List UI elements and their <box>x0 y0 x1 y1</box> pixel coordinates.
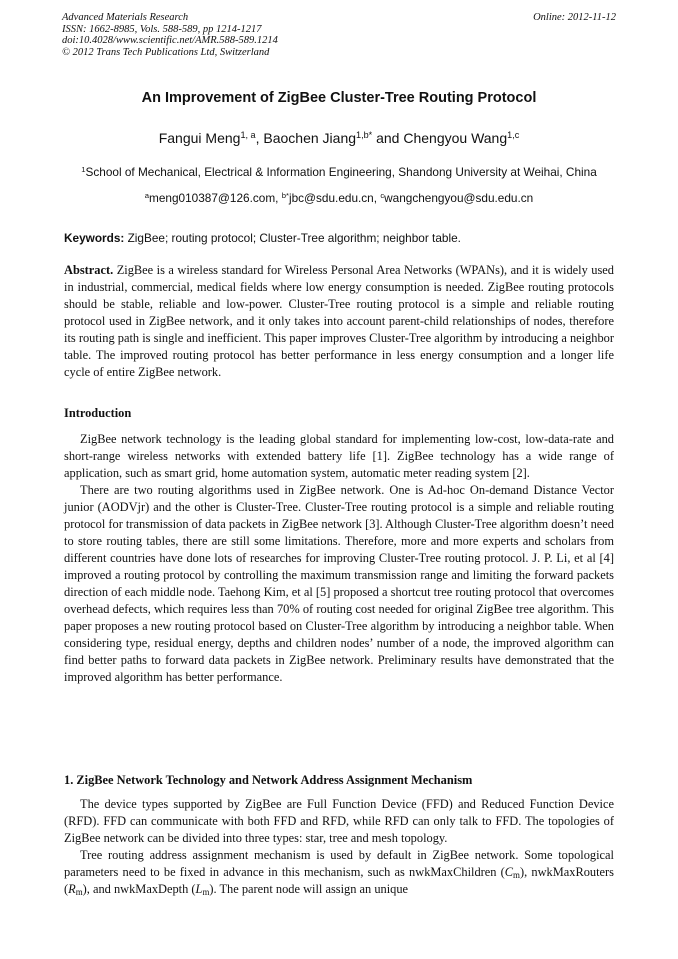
math-subscript: m <box>513 870 520 881</box>
journal-header <box>62 12 616 58</box>
text-run: ), and nwkMaxDepth ( <box>82 882 196 896</box>
math-subscript: m <box>75 887 83 898</box>
author-affil-marker: 1, a <box>240 130 256 140</box>
author-name: Chengyou Wang <box>403 130 508 146</box>
email-address[interactable]: wangchengyou@sdu.edu.cn <box>384 191 534 205</box>
copyright-line: © 2012 Trans Tech Publications Ltd, Switzerland <box>62 46 270 58</box>
author-separator: , <box>255 130 264 146</box>
email-separator: , <box>373 191 381 205</box>
math-var: C <box>504 865 514 879</box>
paragraph <box>64 847 614 898</box>
math-var: L <box>195 882 203 896</box>
paper-title: An Improvement of ZigBee Cluster-Tree Routing Protocol <box>141 90 537 106</box>
author-name: Baochen Jiang <box>263 130 357 146</box>
affiliation-marker: 1 <box>81 164 86 174</box>
email-marker: c <box>380 190 385 200</box>
abstract <box>64 262 614 381</box>
journal-name: Advanced Materials Research <box>62 12 189 23</box>
math-var: R <box>68 882 76 896</box>
introduction-body <box>64 431 614 686</box>
email-list <box>62 191 616 205</box>
email-separator: , <box>275 191 282 205</box>
author-affil-marker: 1,c <box>507 130 520 140</box>
text-run: ), nwkMaxRouters ( <box>64 865 614 896</box>
online-date: Online: 2012-11-12 <box>533 12 616 23</box>
section-1-body <box>64 796 614 898</box>
email-address[interactable]: meng010387@126.com <box>149 191 276 205</box>
email-marker: b* <box>281 190 289 200</box>
section-heading-introduction: Introduction <box>64 406 132 420</box>
author-separator: and <box>372 130 404 146</box>
math-subscript: m <box>202 887 210 898</box>
text-run: Tree routing address assignment mechanism is used by default in ZigBee network. Some topological parameters need to be fixed in advance in this mechanism, such as nwkMaxChildren ( <box>64 848 614 879</box>
affiliation <box>62 165 616 179</box>
affiliation-text: School of Mechanical, Electrical & Information Engineering, Shandong University at Weihai, China <box>85 165 597 179</box>
author-list <box>62 130 616 146</box>
keywords-label: Keywords: <box>64 231 125 245</box>
section-heading-1: 1. ZigBee Network Technology and Network Address Assignment Mechanism <box>64 773 473 787</box>
abstract-label: Abstract. <box>64 263 114 277</box>
abstract-text: ZigBee is a wireless standard for Wireless Personal Area Networks (WPANs), and it is widely used in industrial, commercial, medical fields where low energy consumption is needed. ZigBee routing protocols should be stable, reliable and low-power. Cluster-Tree routing protocol is a simple and reliable routing protocol used in ZigBee network, and it only takes into account parent-child relationships of nodes, therefore its routing path is single and inefficient. This paper improves Cluster-Tree algorithm by introducing a neighbor table. The improved routing protocol has better performance in less energy consumption and a longer life cycle of entire ZigBee network. <box>64 263 614 379</box>
email-marker: a <box>144 190 150 200</box>
doi-line: doi:10.4028/www.scientific.net/AMR.588-589.1214 <box>62 35 278 47</box>
keywords-text: ZigBee; routing protocol; Cluster-Tree algorithm; neighbor table. <box>124 231 461 245</box>
text-run: ). The parent node will assign an unique <box>209 882 409 896</box>
author-name: Fangui Meng <box>158 130 241 146</box>
author-affil-marker: 1,b* <box>356 130 373 140</box>
paragraph: The device types supported by ZigBee are Full Function Device (FFD) and Reduced Function Device (RFD). FFD can communicate with both FFD and RFD, while RFD can only talk to FFD. The topologies of ZigBee network can be divided into three types: star, tree and mesh topology. <box>64 797 614 845</box>
paragraph: There are two routing algorithms used in ZigBee network. One is Ad-hoc On-demand Distance Vector junior (AODVjr) and the other is Cluster-Tree. Cluster-Tree routing protocol is a simple and reliable routing protocol for transmission of data packets in ZigBee network [3]. Although Cluster-Tree algorithm doesn’t need to store routing tables, there are still some limitations. Therefore, more and more experts and scholars from different countries have done lots of researches for improving Cluster-Tree routing protocol. J. P. Li, et al [4] improved a routing protocol by controlling the maximum transmission range and limiting the forward packets direction of each middle node. Taehong Kim, et al [5] proposed a shortcut tree routing protocol that overcomes overhead defects, which requires less than 70% of routing cost needed for original ZigBee tree algorithm. This paper proposes a new routing protocol based on Cluster-Tree algorithm by introducing a neighbor table. When considering type, residual energy, depths and children nodes’ number of a node, the improved algorithm can find better paths to forward data packets in ZigBee network. Preliminary results have demonstrated that the improved algorithm has better performance. <box>64 483 614 684</box>
keywords <box>64 231 616 245</box>
paragraph: ZigBee network technology is the leading global standard for implementing low-cost, low-data-rate and short-range wireless networks with extended battery life [1]. ZigBee technology has a wide range of application, such as smart grid, home automation system, automatic meter reading system [2]. <box>64 432 614 480</box>
issn-line: ISSN: 1662-8985, Vols. 588-589, pp 1214-1217 <box>62 23 262 35</box>
email-address[interactable]: jbc@sdu.edu.cn <box>288 191 374 205</box>
